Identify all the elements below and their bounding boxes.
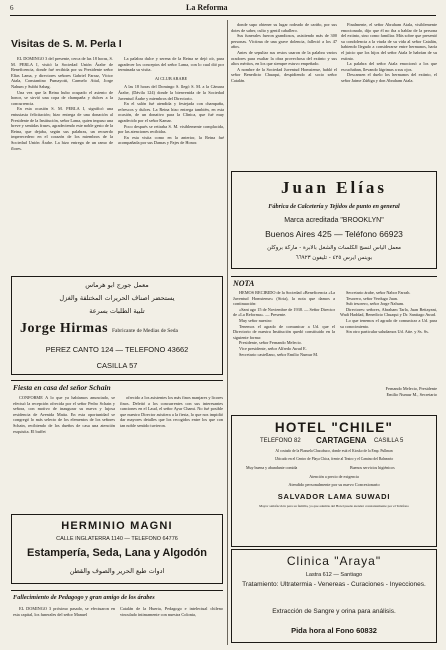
- paragraph: Directores: señores, Abraham Tarla, Juan Bettayani, Wadi Haddad, Benedicto Chuaqui y Dr. Santiago Awad.: [340, 306, 437, 318]
- ad-jorge-arabic2: يستحضر اصناف الحريرات المختلفة والغزل: [59, 294, 175, 302]
- ad-jorge-address: PEREZ CANTO 124 — TELEFONO 43662: [45, 345, 189, 354]
- paragraph: En el salón fué atendida y festejada con champaña, refrescos y dulces. La Reina hizo entrega también, en esta ocasión, de un donativo para la Clínica, que fué muy agradecido por el señor Kamar.: [118, 101, 224, 123]
- paragraph: Tesorero, señor Verdugo Juan.: [346, 295, 399, 301]
- magni-address: CALLE INGLATERRA 1140 — TELEFONO 64776: [56, 536, 178, 542]
- ad-jorge-name: Jorge Hirmas: [20, 321, 109, 336]
- header-rule: [10, 15, 436, 16]
- ad-elias-name: Juan Elías: [280, 178, 388, 197]
- paragraph: Presidente, señor Fernando Melecio.: [239, 340, 302, 346]
- paragraph: Descansen el duelo los hermanos del extinto, el señor Jaime Zúñiga y don Abraham Atala.: [341, 72, 437, 83]
- araya-name: Clinica "Araya": [286, 554, 382, 568]
- magni-arabic: ادوات طبع الحرير والصوف والقطن: [69, 567, 165, 575]
- araya-phone: Pida hora al Fono 60832: [291, 626, 377, 635]
- ad-hotel-chile: [231, 415, 437, 547]
- paragraph: A las 18 horas del Domingo S. llegó S. M. a la Cámara Árabe, (Dávila 124) donde la bienvenida de la Sociedad Juventud Árabe y miembros del Directorio.: [118, 84, 224, 101]
- ad-elias-arabic2: بوينس ايرس ٤٢٥ - تليفون ٦٦٩٢٣: [295, 255, 373, 261]
- nota-top-rule: [231, 276, 437, 277]
- hotel-title: HOTEL "CHILE": [274, 420, 394, 435]
- ad-jorge-arabic1: معمل جورج ابو هرماس: [85, 281, 149, 289]
- fallecimiento-title: Fallecimiento de Pedagogo y gran amigo de los árabes: [13, 594, 155, 601]
- paragraph: Sin otro particular saludamos Ud. Atte. y Ss. Ss.: [346, 329, 429, 335]
- paragraph: HEMOS RECIBIDO de la Sociedad «Beneficencia «La Juventud Homsiense» (Siria), la nota que damos a continuación:: [233, 290, 335, 307]
- paragraph: EL DOMINGO 3 próximo pasado, se efectuaron en esta capital, los funerales del señor Manuel: [13, 606, 115, 617]
- araya-line2: Extracción de Sangre y orina para análisis.: [272, 608, 396, 615]
- paragraph: La palabra dulce y serena de la Reina se dejó oír, para agradecer los conceptos del señor Lama, con lo cual dió por terminada su visita.: [118, 56, 224, 73]
- paragraph: Tenemos el agrado de comunicar a Ud. que el Directorio de nuestra Institución quedó constituido en la siguiente forma:: [233, 323, 335, 340]
- column-divider: [227, 20, 228, 645]
- paragraph: Una vez que la Reina hubo ocupado el asiento de honor, se sirvió una copa de champaña y dulces a la concurrencia.: [11, 89, 113, 106]
- paragraph: A nombre de la Sociedad Juventud Homsiense, habló el señor Benedicto Chuaqui, despidiendo al socio señor Catalán.: [231, 66, 337, 83]
- fiesta-title: Fiesta en casa del señor Schain: [13, 383, 111, 392]
- subheading: Al CLUB ARABE: [154, 75, 188, 81]
- nota-col2: [340, 290, 437, 335]
- ad-herminio-magni: [11, 514, 223, 584]
- nota-title: NOTA: [233, 279, 255, 288]
- signature-secretary: Emilio Numur M., Secretario: [386, 391, 437, 397]
- fiesta-top-rule: [11, 380, 223, 381]
- paragraph: Vice presidente, señor Alfredo Awad E.: [239, 345, 307, 351]
- paragraph: En esta ocasión S. M. PERLA I, significó una entusiasta felicitación; hizo entrega de una donación al Presidente de la Institución, señor Lama, quien impuso una breve y sentidas frases, agradeciendo este noble gesto de la Reina, que dejaba, según sus palabras, un recuerdo imperecedero en el corazón de los miembros de la Sociedad Unión Árabe. La hizo entrega de un ramo de flores.: [11, 106, 113, 151]
- ad-elias-address: Buenos Aires 425 — Teléfono 66923: [265, 229, 403, 239]
- paragraph: Antes de sepultar sus restos usaron de la palabra varios oradores para exaltar la obra provechosa del extinto y sus altos méritos, en los que siempre estuvo empeñado.: [231, 49, 337, 67]
- hotel-line2: Ubicado en el Centro de Playa Chica, frente al Teatro y el Camino del Balneario: [274, 457, 394, 461]
- ad-clinica-araya: [231, 549, 437, 643]
- paragraph: Secretario árabe, señor Nabor Farrah.: [346, 290, 411, 295]
- hotel-line1: Al costado de la Plazuela Chacabuco, donde está el Kiosko de la Emp. Pullman: [275, 449, 393, 453]
- visitas-col2: [118, 56, 224, 146]
- paragraph: EL DOMINGO 3 del presente, cerca de las 18 horas, S. M. PERLA I, visitó la Sociedad Unión Árabe de Beneficencia, donde fué recibida por su Presidente señor Elías Lama, y directores señores Gabriel Farraz, Víctor Atala, Constantino Pumayotti, Carmelo Attal, Jorge Nahum y Subhi Sabag.: [11, 56, 113, 89]
- paragraph: La palabra del señor Atala emocionó a los que escuchaban, llevando lágrimas a sus ojos.: [341, 61, 437, 72]
- hotel-phone: TELEFONO 82: [260, 438, 301, 444]
- paragraph: En esta visita como en la anterior, la Reina fué acompañada por sus Damas y Pajes de Honor.: [118, 134, 224, 146]
- hotel-line6: Mayor satisfacción para su familia, ya que además del Hotel puede atender constantemente por el Teléfono: [259, 504, 409, 508]
- fallecimiento-col2: [120, 606, 223, 617]
- visitas-col4: [341, 22, 437, 84]
- fallecimiento-col1: [13, 606, 115, 617]
- signature-president: Fernando Melecio, Presidente: [385, 386, 437, 391]
- page-header: [10, 3, 436, 15]
- ad-juan-elias: [231, 171, 437, 269]
- ad-elias-line1: Fábrica de Calcetería y Tejidos de punto en general: [268, 203, 400, 210]
- ad-elias-brand: Marca acreditada "BROOKLYN": [284, 217, 384, 224]
- page-number: 6: [10, 4, 14, 12]
- paragraph: ofrecido a los asistentes los más finos manjares y licores finos. Deleitó a los concurrentes con sus interesantes canciones en el Laud, el señor Ayur Chami. No fué posible que nuestro Director asistiera a la fiesta, lo que nos impidió dar mayores detalles que los recogidos entre los que con tan noble sentido tuvieron.: [120, 395, 224, 428]
- nota-signatures: [340, 386, 437, 397]
- visitas-col3: [231, 22, 337, 84]
- magni-products: Estampería, Seda, Lana y Algodón: [27, 547, 207, 559]
- hotel-line3b: Buenos servicios higiénicos: [350, 465, 395, 470]
- paragraph: CONFORME A lo que ya habíamos anunciado, se efectuó la recepción ofrecida por el señor Pedro Schain y señora, con motivo de inaugurar su nueva y lujosa residencia de Avenida Matta. En esta oportunidad se congregó lo más selecto de los elementos de los señores Schain, recibiendo de los dueños de casa una atención exquisita. El buffet: [13, 395, 115, 434]
- paragraph: Catalán de la Huerta, Pedagogo e intelectual chileno vinculado íntimamente con nuestra Colonia,: [120, 606, 223, 617]
- fiesta-col2: [120, 395, 223, 429]
- fallecimiento-top-rule: [11, 590, 223, 591]
- ad-jorge-tagline: Fabricante de Medias de Seda: [112, 328, 178, 334]
- ad-jorge-arabic3: تلبية الطلبات بسرعة: [89, 307, 145, 315]
- hotel-line3a: Muy buena y abundante comida: [246, 465, 298, 470]
- nota-col1: [233, 290, 335, 357]
- paragraph: Lo que tenemos el agrado de comunicar a Ud. para su conocimiento.: [340, 317, 437, 329]
- hotel-line4: Atención a precio de exigencia: [309, 474, 359, 479]
- journal-name: La Reforma: [186, 3, 228, 12]
- hotel-casilla: CASILLA 5: [374, 438, 404, 444]
- araya-line1: Tratamiento: Ultratermia - Venereas - Curaciones - Inyecciones.: [242, 581, 426, 588]
- visitas-title: Visitas de S. M. Perla I: [11, 38, 122, 50]
- paragraph: «Sant ago 15 de Noviembre de 1938. — Señor Director de «La Reforma». — Presente.: [233, 306, 335, 318]
- paragraph: Sub tesorero, señor Jorge Nahum.: [346, 301, 405, 307]
- paragraph: donde supo obtener su lugar rodeado de cariño, por sus dotes de saber, culto y gentil caballero.: [231, 22, 337, 33]
- paragraph: Secretario castellano, señor Emilio Numur M.: [239, 351, 319, 357]
- paragraph: Poco después se retiraba S. M. visiblemente complacida, por las atenciones recibidas.: [118, 123, 224, 135]
- paragraph: Muy señor nuestro:: [239, 317, 273, 323]
- hotel-owner: SALVADOR LAMA SUWADI: [277, 492, 391, 501]
- visitas-col1: [11, 56, 113, 151]
- araya-address: Lastra 612 — Santiago: [305, 572, 363, 578]
- hotel-line5: Atendido personalmente por su nuevo Concesionario: [288, 482, 380, 487]
- ad-jorge-casilla: CASILLA 57: [96, 361, 138, 370]
- hotel-city: CARTAGENA: [316, 436, 367, 445]
- ad-jorge-hirmas: [11, 276, 223, 375]
- magni-name: HERMINIO MAGNI: [61, 520, 173, 532]
- fiesta-col1: [13, 395, 115, 434]
- ad-elias-arabic1: معمل الياس لنسج الكلسات والشغل بالابرة - ماركة بروكلن: [267, 245, 401, 251]
- paragraph: Sus funerales fueron grandiosos, asistiendo más de 300 personas. Víctima de una grave dolencia, falleció a los 47 años.: [231, 33, 337, 50]
- paragraph: Finalmente, el señor Abraham Atala, visiblemente emocionado, dijo que él no iba a hablar de la persona del extinto, sino como familiar. Más sobre que presentó su condolencia a la viuda de su vida al señor Catalán, habiendo llegado a considerarse entre hermanos, haría el juicio que los hijos del señor Atala le habrían de su extinto.: [341, 22, 437, 61]
